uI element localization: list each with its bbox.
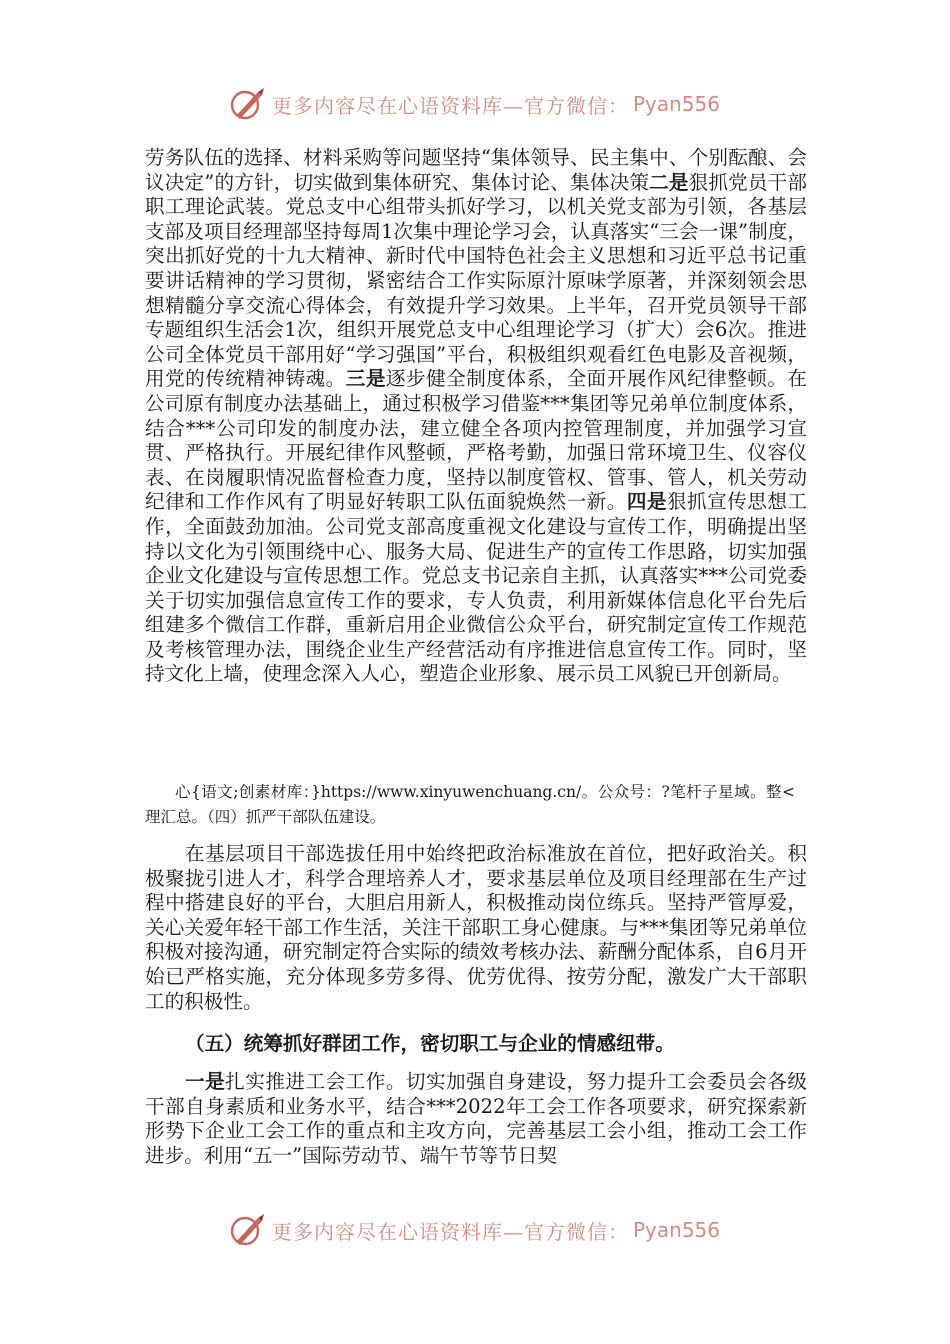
watermark-text: 更多内容尽在心语资料库—官方微信： bbox=[272, 1219, 629, 1244]
pen-logo-icon bbox=[228, 1212, 266, 1248]
watermark-footer bbox=[228, 1210, 748, 1250]
p5-label: 一是 bbox=[185, 1070, 226, 1093]
watermark-text: 更多内容尽在心语资料库—官方微信： bbox=[272, 93, 629, 118]
p1-label-b: 二是 bbox=[649, 170, 689, 194]
p1-text-d: 狠抓宣传思想工作，全面鼓劲加油。公司党支部高度重视文化建设与宣传工作，明确提出坚持以文化为引领围绕中心、服务大局、促进生产的宣传工作思路，切实加强企业文化建设与宣传思想工作。党总支书记亲自主抓，认真落实***公司党委关于切实加强信息宣传工作的要求，专人负责，利用新媒体信息化平台先后组建多个微信工作群，重新启用企业微信公众平台，研究制定宣传工作规范及考核管理办法，围绕企业生产经营活动有序推进信息宣传工作。同时，坚持文化上墙，使理念深入人心，塑造企业形象、展示员工风貌已开创新局。 bbox=[145, 490, 808, 686]
p5-text: 扎实推进工会工作。切实加强自身建设，努力提升工会委员会各级干部自身素质和业务水平，结合***2022年工会工作各项要求，研究探索新形势下企业工会工作的重点和主攻方向，完善基层工会小组，推动工会工作进步。利用“五一”国际劳动节、端午节等节日契 bbox=[145, 1070, 808, 1167]
paragraph-5 bbox=[145, 1070, 807, 1168]
watermark-header bbox=[228, 84, 748, 124]
p1-text-b: 狠抓党员干部职工理论武装。党总支中心组带头抓好学习，以机关党支部为引领，各基层支部及项目经理部坚持每周1次集中理论学习会，认真落实“三会一课”制度，突出抓好党的十九大精神、新时代中国特色社会主义思想和习近平总书记重要讲话精神的学习贯彻，紧密结合工作实际原汁原味学原著，并深刻领会思想精髓分享交流心得体会，有效提升学习效果。上半年，召开党员领导干部专题组织生活会1次，组织开展党总支中心组理论学习（扩大）会6次。推进公司全体党员干部用好“学习强国”平台，积极组织观看红色电影及音视频，用党的传统精神铸魂。 bbox=[145, 170, 808, 391]
watermark-id: Pyan556 bbox=[633, 1218, 721, 1242]
p1-label-c: 三是 bbox=[345, 367, 386, 391]
section-heading-5: （五）统筹抓好群团工作，密切职工与企业的情感纽带。 bbox=[185, 1032, 675, 1055]
paragraph-1 bbox=[145, 146, 807, 687]
watermark-id: Pyan556 bbox=[633, 92, 721, 116]
p1-text-a: 劳务队伍的选择、材料采购等问题坚持“集体领导、民主集中、个别酝酿、会议决定”的方针，切实做到集体研究、集体讨论、集体决策 bbox=[145, 146, 807, 194]
paragraph-3: 在基层项目干部选拔任用中始终把政治标准放在首位，把好政治关。积极聚拢引进人才，科学合理培养人才，要求基层单位及项目经理部在生产过程中搭建良好的平台，大胆启用新人，积极推动岗位练兵。坚持严管厚爱，关心关爱年轻干部工作生活，关注干部职工身心健康。与***集团等兄弟单位积极对接沟通，研究制定符合实际的绩效考核办法、薪酬分配体系，自6月开始已严格实施，充分体现多劳多得、优劳优得、按劳分配，激发广大干部职工的积极性。 bbox=[145, 842, 807, 1013]
pen-logo-icon bbox=[228, 86, 266, 122]
paragraph-2-source-note: 心{语文;创素材库：}https://www.xinyuwenchuang.cn/。公众号：?笔杆子星域。整<理汇总。（四）抓严干部队伍建设。 bbox=[145, 783, 795, 826]
p1-text-c: 逐步健全制度体系，全面开展作风纪律整顿。在公司原有制度办法基础上，通过积极学习借鉴***集团等兄弟单位制度体系，结合***公司印发的制度办法，建立健全各项内控管理制度，并加强学习宣贯、严格执行。开展纪律作风整顿，严格考勤，加强日常环境卫生、仪容仪表、在岗履职情况监督检查力度，坚持以制度管权、管事、管人，机关劳动纪律和工作作风有了明显好转职工队伍面貌焕然一新。 bbox=[145, 367, 808, 514]
p1-label-d: 四是 bbox=[626, 490, 667, 514]
